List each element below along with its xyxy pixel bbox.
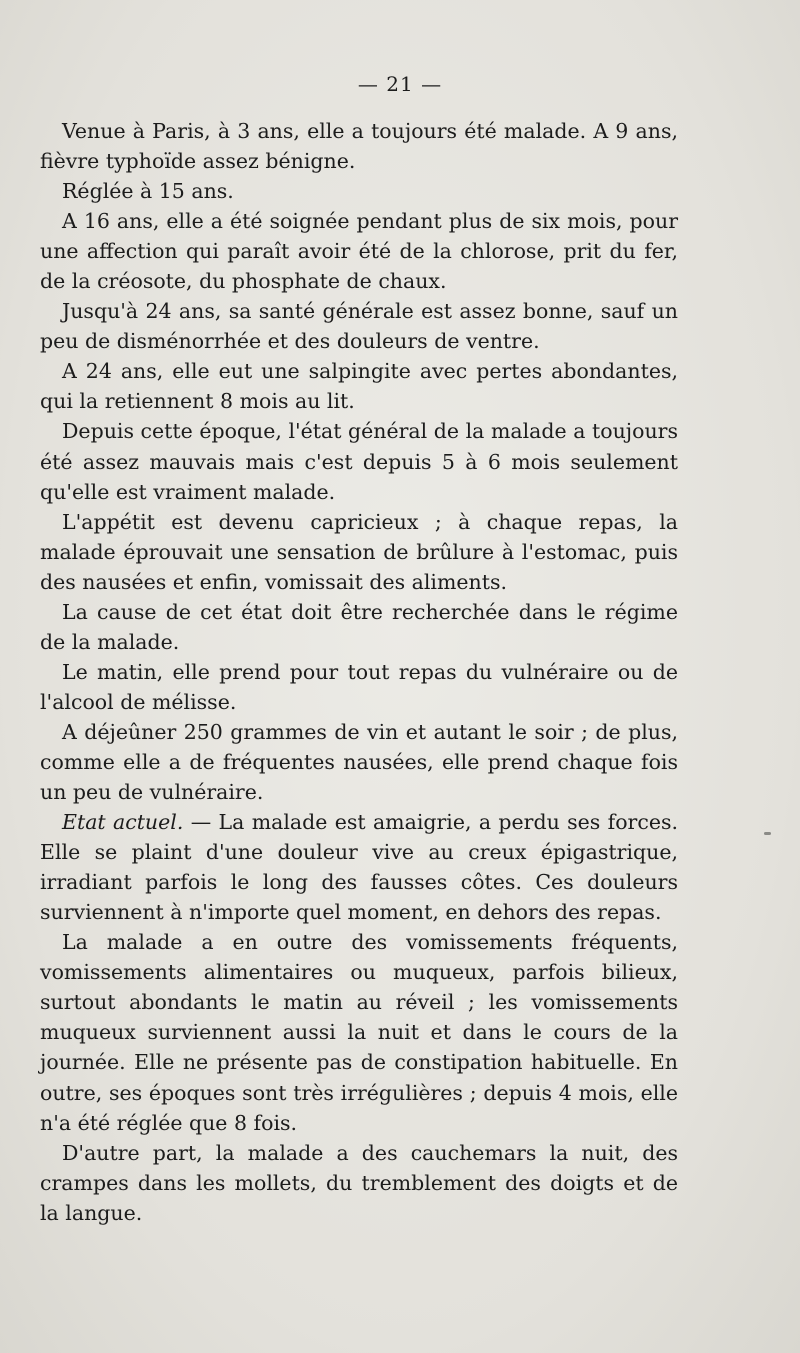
paper-speck [764,832,771,835]
paragraph: L'appétit est devenu capricieux ; à chaque repas, la malade éprouvait une sensation de brûlure à l'estomac, puis des nausées et enfin, vomissait des aliments. [40,509,678,594]
paragraph: Depuis cette époque, l'état général de la malade a toujours été assez mauvais mais c'est depuis 5 à 6 mois seulement qu'elle est vraiment malade. [40,419,678,504]
page-number: — 21 — [357,72,443,96]
paragraph: Jusqu'à 24 ans, sa santé générale est assez bonne, sauf un peu de disménorrhée et des douleurs de ventre. [40,299,678,354]
paragraph: Réglée à 15 ans. [62,179,234,204]
etat-actuel-label: Etat actuel. [62,810,184,835]
paragraph: Venue à Paris, à 3 ans, elle a toujours été malade. A 9 ans, fièvre typhoïde assez bénigne. [40,119,678,174]
body-text [40,116,678,1228]
etat-actuel-paragraph [40,807,678,927]
paragraph: La malade a en outre des vomissements fréquents, vomissements alimentaires ou muqueux, parfois bilieux, surtout abondants le matin au réveil ; les vomissements muqueux surviennent aussi la nuit et dans le cours de la journée. Elle ne présente pas de constipation habituelle. En outre, ses époques sont très irrégulières ; depuis 4 mois, elle n'a été réglée que 8 fois. [40,930,678,1135]
etat-actuel-text: — La malade est amaigrie, a perdu ses forces. Elle se plaint d'une douleur vive au creux épigastrique, irradiant parfois le long des fausses côtes. Ces douleurs surviennent à n'importe quel moment, en dehors des repas. [40,810,678,925]
paragraph: Le matin, elle prend pour tout repas du vulnéraire ou de l'alcool de mélisse. [40,659,678,714]
paragraph: A déjeûner 250 grammes de vin et autant le soir ; de plus, comme elle a de fréquentes nausées, elle prend chaque fois un peu de vulnéraire. [40,719,678,805]
paragraph: La cause de cet état doit être recherchée dans le régime de la malade. [40,599,678,654]
paragraph: A 24 ans, elle eut une salpingite avec pertes abondantes, qui la retiennent 8 mois au lit. [40,359,678,414]
paragraph: A 16 ans, elle a été soignée pendant plus de six mois, pour une affection qui paraît avoir été de la chlorose, prit du fer, de la créosote, du phosphate de chaux. [40,209,678,294]
paragraph: D'autre part, la malade a des cauchemars la nuit, des crampes dans les mollets, du tremblement des doigts et de la langue. [40,1140,678,1225]
